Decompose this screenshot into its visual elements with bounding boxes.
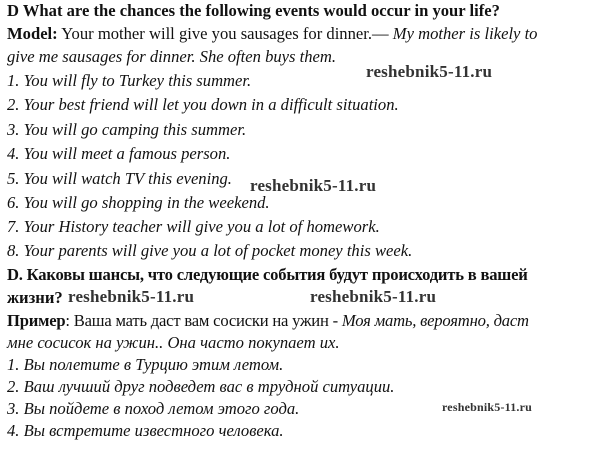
english-item-3: 3. You will go camping this summer. [7, 120, 247, 139]
russian-item-1: 1. Вы полетите в Турцию этим летом. [7, 355, 284, 374]
russian-item-3: 3. Вы пойдете в поход летом этого года. [7, 399, 300, 418]
english-item-4: 4. You will meet a famous person. [7, 144, 231, 163]
example-text: : Ваша мать даст вам сосиски на ужин - [65, 311, 342, 330]
russian-item-4: 4. Вы встретите известного человека. [7, 421, 284, 440]
russian-heading-line-2: жизни? [7, 288, 63, 307]
model-answer-part-1: My mother is likely to [392, 24, 538, 43]
english-item-1: 1. You will fly to Turkey this summer. [7, 71, 252, 90]
russian-heading-line-1: D. Каковы шансы, что следующие события будут происходить в вашей [7, 265, 528, 284]
watermark: reshebnik5-11.ru [310, 287, 437, 306]
model-label: Model: [7, 24, 58, 43]
english-heading: D What are the chances the following events would occur in your life? [7, 1, 500, 20]
watermark: reshebnik5-11.ru [366, 62, 493, 81]
english-item-7: 7. Your History teacher will give you a lot of homework. [7, 217, 380, 236]
watermark: reshebnik5-11.ru [250, 176, 377, 195]
russian-item-2: 2. Ваш лучший друг подведет вас в трудной ситуации. [7, 377, 395, 396]
english-item-5: 5. You will watch TV this evening. [7, 169, 232, 188]
example-answer-part-1: Моя мать, вероятно, даст [341, 311, 529, 330]
watermark: reshebnik5-11.ru [442, 400, 532, 414]
model-answer-part-2: give me sausages for dinner. She often buys them. [7, 47, 337, 66]
example-answer-part-2: мне сосисок на ужин.. Она часто покупает их. [7, 333, 340, 352]
english-item-6: 6. You will go shopping in the weekend. [7, 193, 270, 212]
model-text: Your mother will give you sausages for dinner.— [57, 24, 393, 43]
model-line-1 [7, 23, 537, 45]
english-item-8: 8. Your parents will give you a lot of pocket money this week. [7, 241, 413, 260]
example-line-1 [7, 310, 529, 332]
example-label: Пример [7, 311, 66, 330]
watermark: reshebnik5-11.ru [68, 287, 195, 306]
english-item-2: 2. Your best friend will let you down in a difficult situation. [7, 95, 399, 114]
